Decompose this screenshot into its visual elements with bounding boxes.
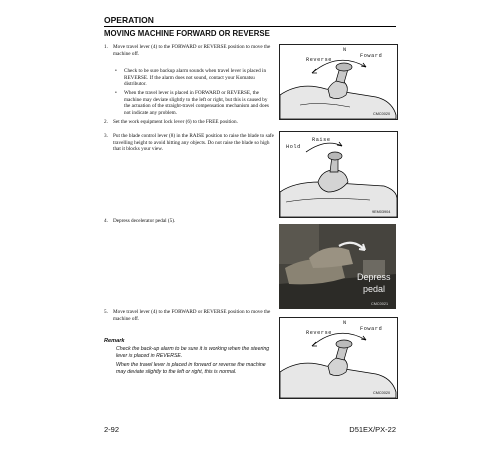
bullet-symbol: • [115,68,117,74]
bullet-1 [115,68,275,88]
step-text: Depress decelerator pedal (5). [113,218,176,224]
step-text: Set the work equipment lock lever (6) to the FREE position. [113,119,238,125]
pedal-photo-illustration [279,224,396,309]
raise-label: Raise [312,137,331,143]
step-2 [104,119,274,126]
forward-label: Foward [360,326,383,332]
remark-title: Remark [104,338,125,344]
neutral-label: N [343,320,347,326]
figure-code: CMC0020 [373,112,391,116]
bullet-text: When the travel lever is placed in FORWARD or REVERSE, the machine may deviate slightly to the left or right, but this is caused by the actuation of the straight-travel compensation mechanism and does not indicate any problem. [124,90,269,116]
step-number: 2. [104,119,108,125]
bullet-text: Check to be sure backup alarm sounds when travel lever is placed in REVERSE. If the alarm does not sound, contact your Komatsu distributor. [124,68,267,88]
figure-decelerator-pedal-photo [279,224,396,309]
remark-paragraph-1: Check the back-up alarm to be sure it is working when the steering lever is placed in REVERSE. [116,346,270,359]
bullet-2 [115,90,275,116]
figure-travel-lever-2 [279,317,398,399]
bullet-symbol: • [115,90,117,96]
page-title: MOVING MACHINE FORWARD OR REVERSE [104,29,270,38]
step-number: 1. [104,44,108,50]
remark-paragraph-2: When the travel lever is placed in forward or reverse the machine may deviate slightly to the left or right, this is normal. [116,362,266,375]
step-4 [104,218,274,225]
page-number: 2-92 [104,425,120,434]
figure-code: CMC0021 [371,302,389,306]
step-1 [104,44,274,57]
neutral-label: N [343,47,347,53]
hold-label: Hold [286,144,301,150]
figure-code: CMC0020 [373,391,391,395]
forward-label: Foward [360,53,383,59]
step-text: Move travel lever (4) to the FORWARD or REVERSE position to move the machine off. [113,44,271,57]
step-number: 5. [104,309,108,315]
step-3 [104,133,274,153]
figure-code: 9EM03904 [372,210,391,214]
figure-blade-lever [279,131,398,218]
step-text: Put the blade control lever (8) in the RAISE position to raise the blade to safe travelling height to avoid hitting any objects. Do not raise the blade so high that it blocks your view. [113,133,274,153]
model-code: D51EX/PX-22 [349,425,396,434]
reverse-label: Reverse [306,330,332,336]
section-header: OPERATION [104,15,396,27]
step-5 [104,309,274,322]
figure-travel-lever [279,44,398,120]
depress-label: Depress [357,272,391,282]
step-text: Move travel lever (4) to the FORWARD or REVERSE position to move the machine off. [113,309,271,322]
reverse-label: Reverse [306,57,332,63]
step-number: 4. [104,218,108,224]
step-number: 3. [104,133,108,139]
pedal-label: pedal [363,284,386,294]
